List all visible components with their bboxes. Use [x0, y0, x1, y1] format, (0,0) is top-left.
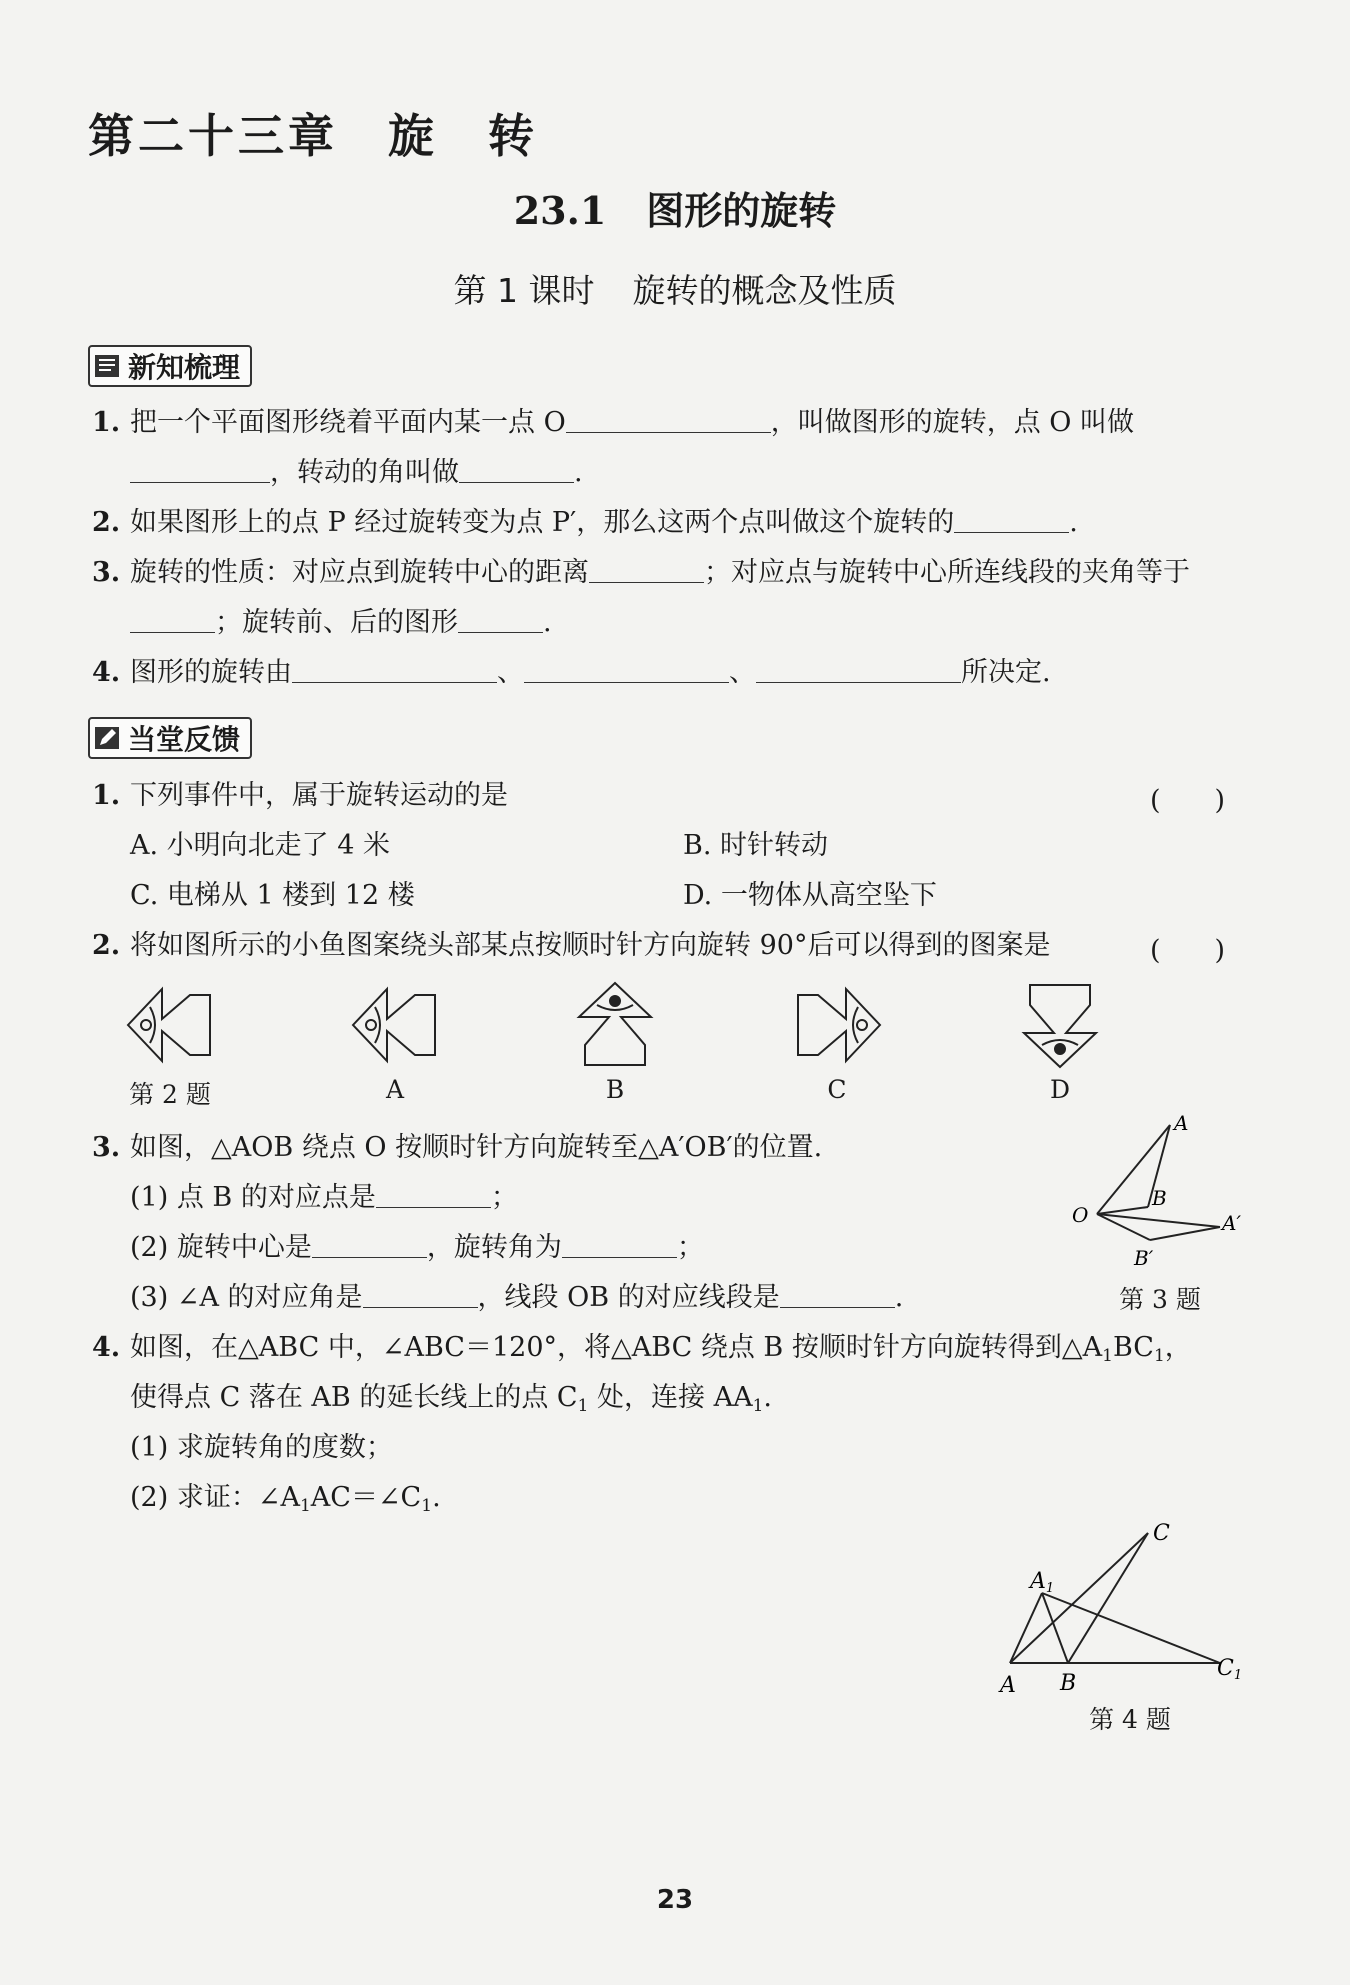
question-number: 2.: [92, 507, 121, 538]
badge-new-knowledge: [88, 345, 252, 387]
lesson-heading: [0, 265, 1350, 312]
question-text: 旋转的性质：对应点到旋转中心的距离: [130, 557, 589, 588]
answer-blank[interactable]: [756, 656, 961, 683]
answer-blank[interactable]: [566, 406, 771, 433]
option-d[interactable]: D. 一物体从高空坠下: [683, 880, 937, 911]
question-4: [92, 655, 1051, 691]
q3-sub-3: [130, 1280, 903, 1316]
question-text: 处，连接 AA: [588, 1382, 753, 1413]
question-text: ；: [490, 1182, 518, 1213]
option-a[interactable]: A. 小明向北走了 4 米: [130, 830, 391, 861]
q3-sub-2: [130, 1230, 704, 1266]
fish-option-d: [1024, 985, 1096, 1067]
question-number: 4.: [92, 1332, 121, 1363]
figure-caption: 第 4 题: [1089, 1705, 1171, 1734]
answer-blank[interactable]: [562, 1231, 677, 1258]
question-text: ，: [1164, 1332, 1192, 1363]
chapter-title: 第二十三章 旋 转: [88, 109, 538, 163]
subscript: 1: [299, 1496, 311, 1516]
fish-figures: [0, 985, 1350, 1065]
subscript: 1: [752, 1396, 764, 1416]
subscript: 1: [1102, 1346, 1113, 1366]
question-text: 下列事件中，属于旋转运动的是: [130, 780, 508, 811]
question-text: (3) ∠A 的对应角是: [130, 1282, 363, 1313]
question-text: BC: [1112, 1332, 1154, 1363]
label-C1: C1: [1217, 1656, 1243, 1683]
answer-blank[interactable]: [458, 606, 543, 633]
q4-sub-1: (1) 求旋转角的度数；: [130, 1432, 393, 1463]
q4-figure: [995, 1520, 1243, 1720]
section-heading: [0, 180, 1350, 235]
feedback-q2: [92, 928, 1050, 964]
fish-option-c: [798, 989, 880, 1061]
answer-paren[interactable]: ( ): [1150, 935, 1226, 966]
option-b[interactable]: B. 时针转动: [683, 830, 829, 861]
badge-label: 当堂反馈: [128, 723, 241, 756]
figure-caption: C: [827, 1075, 847, 1104]
question-text: .: [894, 1282, 904, 1313]
question-text: .: [432, 1482, 441, 1513]
question-text: 将如图所示的小鱼图案绕头部某点按顺时针方向旋转 90°后可以得到的图案是: [130, 930, 1051, 961]
subscript: 1: [577, 1396, 589, 1416]
question-number: 1.: [92, 407, 121, 438]
question-text: 、: [729, 657, 756, 688]
question-text: ；对应点与旋转中心所连线段的夹角等于: [704, 557, 1190, 588]
answer-blank[interactable]: [954, 506, 1069, 533]
page-number: 23: [656, 1885, 694, 1915]
question-text: 如图，在△ABC 中，∠ABC＝120°，将△ABC 绕点 B 按顺时针方向旋转得到△A: [130, 1332, 1103, 1363]
figure-caption: B: [605, 1075, 625, 1104]
badge-feedback: [88, 717, 252, 759]
figure-caption: D: [1049, 1075, 1071, 1104]
answer-blank[interactable]: [376, 1181, 491, 1208]
question-text: (2) 求证：∠A: [130, 1482, 300, 1513]
figure-caption: 第 3 题: [1119, 1285, 1201, 1314]
label-B-prime: B′: [1134, 1246, 1154, 1270]
question-text: 把一个平面图形绕着平面内某一点 O: [130, 407, 566, 438]
book-icon: [94, 353, 120, 379]
question-number: 3.: [92, 1132, 121, 1163]
question-number: 2.: [92, 930, 121, 961]
question-text: 、: [497, 657, 524, 688]
figure-caption: 第 2 题: [129, 1080, 211, 1109]
feedback-q1: [92, 778, 508, 814]
q3-figure: [1070, 1110, 1270, 1280]
answer-blank[interactable]: [292, 656, 497, 683]
label-A: A: [1174, 1111, 1189, 1135]
question-text: AC＝∠C: [310, 1482, 422, 1513]
answer-blank[interactable]: [130, 456, 270, 483]
answer-paren[interactable]: ( ): [1150, 785, 1226, 816]
badge-label: 新知梳理: [128, 351, 241, 384]
question-1-line-2: [130, 455, 583, 491]
label-A: A: [1000, 1673, 1016, 1698]
option-c[interactable]: C. 电梯从 1 楼到 12 楼: [130, 880, 415, 911]
feedback-q4-line-2: [130, 1380, 772, 1424]
question-number: 3.: [92, 557, 121, 588]
label-A1: A1: [1030, 1569, 1055, 1596]
lesson-number: 第 1 课时: [453, 271, 595, 310]
question-3-line-1: [92, 555, 1190, 591]
section-number: 23.1: [513, 188, 607, 233]
q3-sub-1: [130, 1180, 518, 1216]
question-text: .: [543, 607, 552, 638]
question-text: ，转动的角叫做: [270, 457, 459, 488]
question-1-line-1: [92, 405, 1134, 441]
label-O: O: [1072, 1203, 1089, 1227]
answer-blank[interactable]: [589, 556, 704, 583]
question-text: 所决定.: [961, 657, 1051, 688]
question-text: ，线段 OB 的对应线段是: [477, 1282, 780, 1313]
question-3-line-2: [130, 605, 552, 641]
label-C: C: [1153, 1521, 1170, 1546]
answer-blank[interactable]: [312, 1231, 427, 1258]
subscript: 1: [1153, 1346, 1165, 1366]
fish-original: [128, 989, 210, 1061]
question-number: 1.: [92, 780, 121, 811]
feedback-q3: [92, 1130, 822, 1166]
question-text: 如图，△AOB 绕点 O 按顺时针方向旋转至△A′OB′的位置.: [130, 1132, 823, 1163]
question-text: ，叫做图形的旋转，点 O 叫做: [770, 407, 1135, 438]
question-text: .: [763, 1382, 772, 1413]
label-A-prime: A′: [1222, 1211, 1241, 1235]
question-text: (1) 点 B 的对应点是: [130, 1182, 376, 1213]
answer-blank[interactable]: [524, 656, 729, 683]
pencil-icon: [94, 725, 120, 751]
answer-blank[interactable]: [780, 1281, 895, 1308]
answer-blank[interactable]: [130, 606, 215, 633]
question-2: [92, 505, 1078, 541]
question-text: 如果图形上的点 P 经过旋转变为点 P′，那么这两个点叫做这个旋转的: [130, 507, 955, 538]
question-text: ，旋转角为: [426, 1232, 562, 1263]
question-text: ；: [676, 1232, 704, 1263]
label-B: B: [1152, 1186, 1167, 1210]
question-text: (2) 旋转中心是: [130, 1232, 312, 1263]
question-text: .: [1069, 507, 1078, 538]
lesson-title: 旋转的概念及性质: [632, 271, 897, 310]
question-text: 图形的旋转由: [130, 657, 292, 688]
fish-option-a: [353, 989, 435, 1061]
q4-sub-2: [130, 1480, 441, 1524]
label-B: B: [1060, 1671, 1077, 1696]
subscript: 1: [421, 1496, 433, 1516]
fish-option-b: [579, 983, 651, 1065]
feedback-q4-line-1: [92, 1330, 1192, 1374]
question-text: 使得点 C 落在 AB 的延长线上的点 C: [130, 1382, 578, 1413]
figure-caption: A: [385, 1075, 405, 1104]
question-number: 4.: [92, 657, 121, 688]
section-title: 图形的旋转: [646, 188, 837, 233]
answer-blank[interactable]: [363, 1281, 478, 1308]
question-text: ；旋转前、后的图形: [215, 607, 458, 638]
answer-blank[interactable]: [459, 456, 574, 483]
question-text: .: [574, 457, 583, 488]
